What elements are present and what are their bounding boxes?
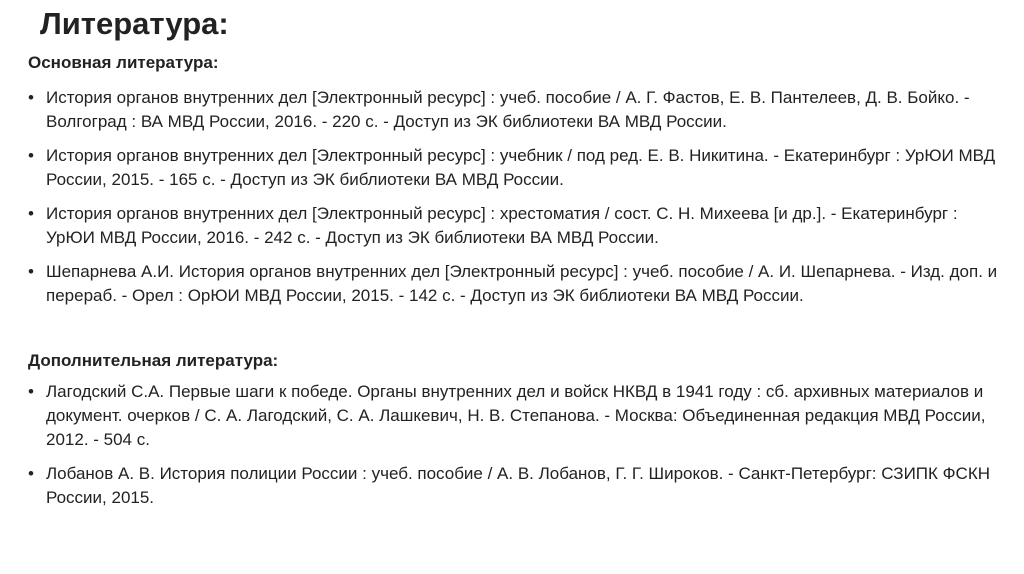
list-item bbox=[28, 260, 1000, 308]
page-title: Литература: bbox=[40, 6, 229, 41]
reference-text: История органов внутренних дел [Электронный ресурс] : хрестоматия / сост. С. Н. Михеева [и др.]. - Екатеринбург : УрЮИ МВД России, 2016. - 242 с. - Доступ из ЭК библиотеки ВА МВД России. bbox=[46, 204, 958, 247]
list-item bbox=[28, 380, 1000, 452]
reference-text: Лобанов А. В. История полиции России : учеб. пособие / А. В. Лобанов, Г. Г. Широков. - Санкт-Петербург: СЗИПК ФСКН России, 2015. bbox=[46, 464, 991, 507]
slide-content bbox=[28, 52, 1000, 510]
bullet-icon bbox=[28, 380, 46, 404]
bullet-icon bbox=[28, 260, 46, 284]
reference-text: Лагодский С.А. Первые шаги к победе. Органы внутренних дел и войск НКВД в 1941 году : сб. архивных материалов и документ. очерков / С. А. Лагодский, С. А. Лашкевич, Н. В. Степанова. - Москва: Объединенная редакция МВД России, 2012. - 504 с. bbox=[46, 382, 986, 449]
additional-literature-heading: Дополнительная литература: bbox=[28, 351, 279, 370]
bullet-icon bbox=[28, 144, 46, 168]
reference-text: История органов внутренних дел [Электронный ресурс] : учебник / под ред. Е. В. Никитина. - Екатеринбург : УрЮИ МВД России, 2015. - 165 с. - Доступ из ЭК библиотеки ВА МВД России. bbox=[46, 146, 996, 189]
list-item bbox=[28, 86, 1000, 134]
list-item bbox=[28, 462, 1000, 510]
reference-text: История органов внутренних дел [Электронный ресурс] : учеб. пособие / А. Г. Фастов, Е. В. Пантелеев, Д. В. Бойко. - Волгоград : ВА МВД России, 2016. - 220 с. - Доступ из ЭК библиотеки ВА МВД России. bbox=[46, 88, 970, 131]
additional-literature-section bbox=[28, 350, 1000, 510]
main-literature-heading: Основная литература: bbox=[28, 53, 219, 72]
main-literature-list bbox=[28, 86, 1000, 308]
bullet-icon bbox=[28, 86, 46, 110]
bullet-icon bbox=[28, 202, 46, 226]
list-item bbox=[28, 202, 1000, 250]
reference-text: Шепарнева А.И. История органов внутренних дел [Электронный ресурс] : учеб. пособие / А. И. Шепарнева. - Изд. доп. и перераб. - Орел : ОрЮИ МВД России, 2015. - 142 с. - Доступ из ЭК библиотеки ВА МВД России. bbox=[46, 262, 998, 305]
additional-literature-list bbox=[28, 380, 1000, 510]
list-item bbox=[28, 144, 1000, 192]
main-literature-section bbox=[28, 52, 1000, 308]
bullet-icon bbox=[28, 462, 46, 486]
